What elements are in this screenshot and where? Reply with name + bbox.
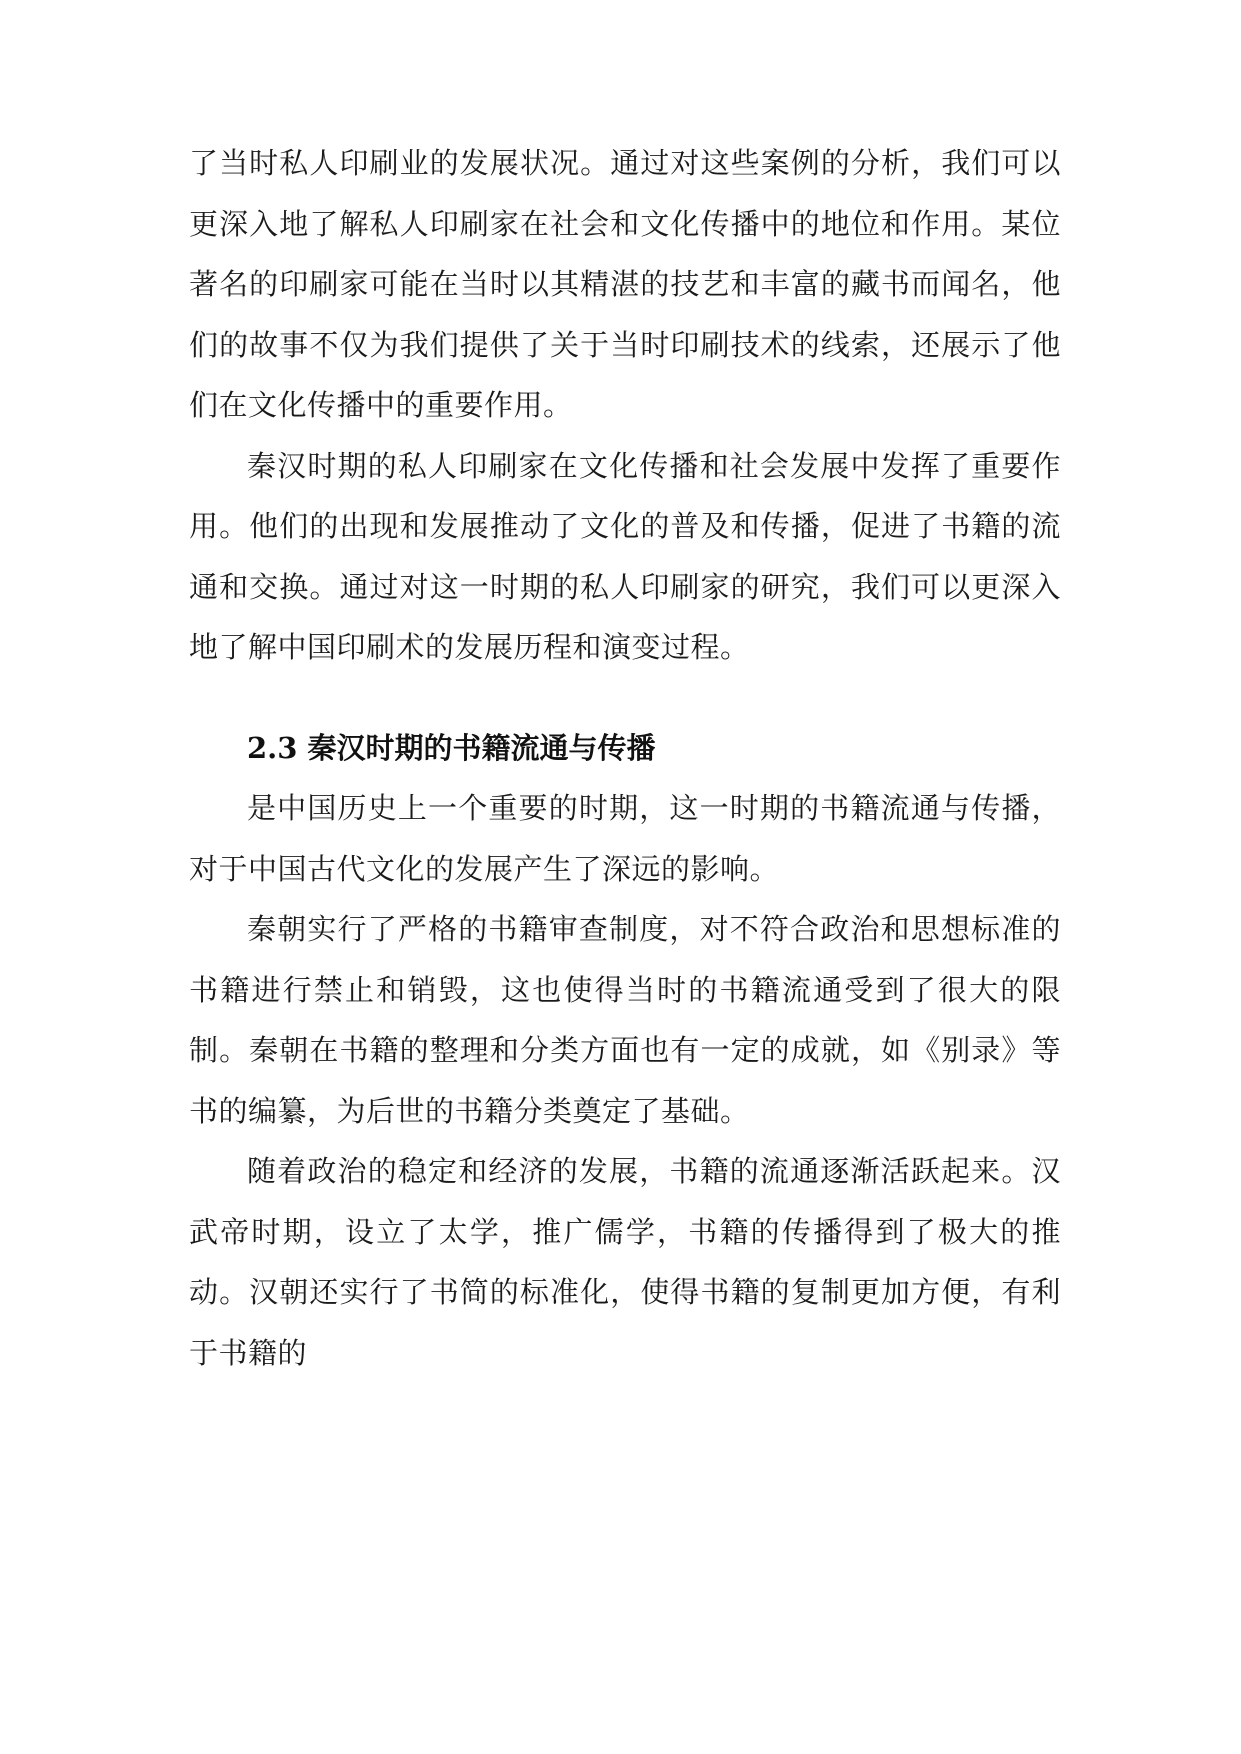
paragraph: 随着政治的稳定和经济的发展，书籍的流通逐渐活跃起来。汉武帝时期，设立了太学，推广儒学，书籍的传播得到了极大的推动。汉朝还实行了书简的标准化，使得书籍的复制更加方便，有利于书籍的 [189, 1154, 1061, 1370]
paragraph: 秦汉时期的私人印刷家在文化传播和社会发展中发挥了重要作用。他们的出现和发展推动了文化的普及和传播，促进了书籍的流通和交换。通过对这一时期的私人印刷家的研究，我们可以更深入地了解中国印刷术的发展历程和演变过程。 [189, 448, 1061, 664]
spacer [189, 678, 1061, 718]
section-heading: 2.3 秦汉时期的书籍流通与传播 [247, 730, 656, 765]
paragraph: 秦朝实行了严格的书籍审查制度，对不符合政治和思想标准的书籍进行禁止和销毁，这也使得当时的书籍流通受到了很大的限制。秦朝在书籍的整理和分类方面也有一定的成就，如《别录》等书的编纂，为后世的书籍分类奠定了基础。 [189, 912, 1061, 1128]
paragraph: 是中国历史上一个重要的时期，这一时期的书籍流通与传播，对于中国古代文化的发展产生了深远的影响。 [189, 791, 1061, 886]
document-page [189, 133, 1061, 1383]
paragraph-continuation: 了当时私人印刷业的发展状况。通过对这些案例的分析，我们可以更深入地了解私人印刷家在社会和文化传播中的地位和作用。某位著名的印刷家可能在当时以其精湛的技艺和丰富的藏书而闻名，他们的故事不仅为我们提供了关于当时印刷技术的线索，还展示了他们在文化传播中的重要作用。 [189, 146, 1061, 422]
